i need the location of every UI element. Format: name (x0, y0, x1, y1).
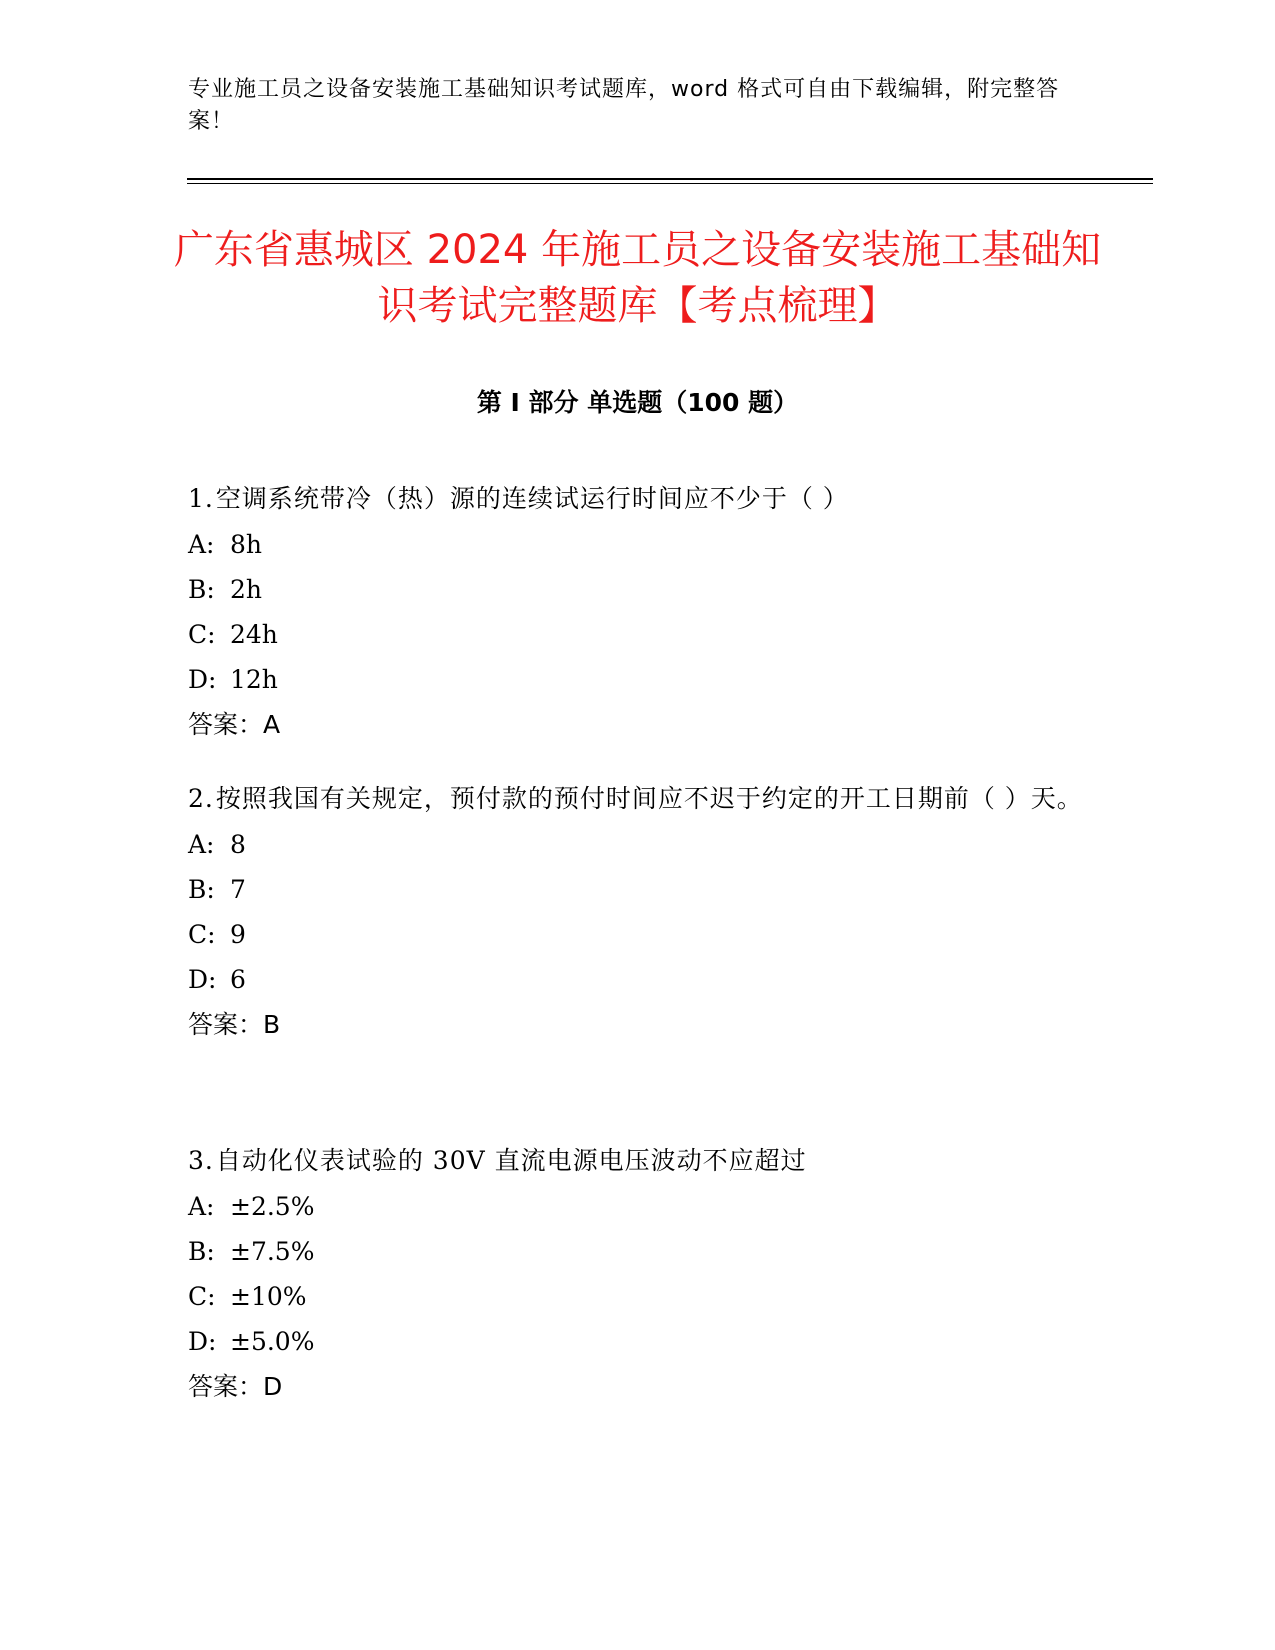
answer-value: A (263, 710, 281, 739)
option-letter: B: (188, 1237, 215, 1266)
option-text: 7 (230, 875, 246, 904)
header-rule-thick (187, 178, 1153, 180)
option-c (188, 612, 1088, 657)
option-letter: A: (188, 530, 215, 559)
option-text: 9 (230, 920, 246, 949)
document-title: 广东省惠城区 2024 年施工员之设备安装施工基础知识考试完整题库【考点梳理】 (173, 227, 1102, 329)
question-text: 空调系统带冷（热）源的连续试运行时间应不少于（ ） (215, 484, 849, 513)
option-d (188, 1319, 1088, 1364)
answer (188, 1364, 1088, 1409)
answer-value: D (263, 1372, 283, 1401)
answer (188, 702, 1088, 747)
option-a (188, 522, 1088, 567)
option-d (188, 657, 1088, 702)
option-letter: D: (188, 665, 217, 694)
option-text: 2h (230, 575, 263, 604)
question-1 (188, 476, 1088, 747)
option-c (188, 912, 1088, 957)
option-text: 8h (230, 530, 263, 559)
answer-label: 答案： (188, 1010, 264, 1039)
question-2 (188, 776, 1088, 1047)
option-text: ±5.0% (230, 1327, 315, 1356)
option-c (188, 1274, 1088, 1319)
option-letter: A: (188, 830, 215, 859)
question-number: 1. (188, 484, 214, 513)
header-rule-thin (187, 183, 1153, 184)
answer-label: 答案： (188, 710, 264, 739)
option-letter: B: (188, 575, 215, 604)
answer-value: B (263, 1010, 281, 1039)
question-number: 3. (188, 1146, 214, 1175)
option-b (188, 867, 1088, 912)
option-text: ±10% (230, 1282, 307, 1311)
option-text: 24h (230, 620, 278, 649)
question-3 (188, 1138, 1088, 1409)
option-a (188, 822, 1088, 867)
option-letter: C: (188, 920, 216, 949)
question-number: 2. (188, 784, 214, 813)
question-stem (188, 776, 1088, 822)
option-letter: D: (188, 965, 217, 994)
option-text: ±2.5% (230, 1192, 315, 1221)
header-note: 专业施工员之设备安装施工基础知识考试题库，word 格式可自由下载编辑，附完整答案！ (188, 77, 1060, 134)
question-stem (188, 476, 1088, 522)
option-text: 8 (230, 830, 246, 859)
question-stem (188, 1138, 1088, 1184)
option-text: ±7.5% (230, 1237, 315, 1266)
option-b (188, 567, 1088, 612)
option-text: 12h (230, 665, 278, 694)
option-a (188, 1184, 1088, 1229)
answer (188, 1002, 1088, 1047)
section-title: 第 I 部分 单选题（100 题） (476, 388, 799, 417)
option-d (188, 957, 1088, 1002)
option-letter: C: (188, 1282, 216, 1311)
option-letter: A: (188, 1192, 215, 1221)
option-letter: C: (188, 620, 216, 649)
option-b (188, 1229, 1088, 1274)
option-text: 6 (230, 965, 246, 994)
question-text: 按照我国有关规定，预付款的预付时间应不迟于约定的开工日期前（ ）天。 (215, 784, 1083, 813)
question-text: 自动化仪表试验的 30V 直流电源电压波动不应超过 (215, 1146, 807, 1175)
option-letter: D: (188, 1327, 217, 1356)
answer-label: 答案： (188, 1372, 264, 1401)
option-letter: B: (188, 875, 215, 904)
